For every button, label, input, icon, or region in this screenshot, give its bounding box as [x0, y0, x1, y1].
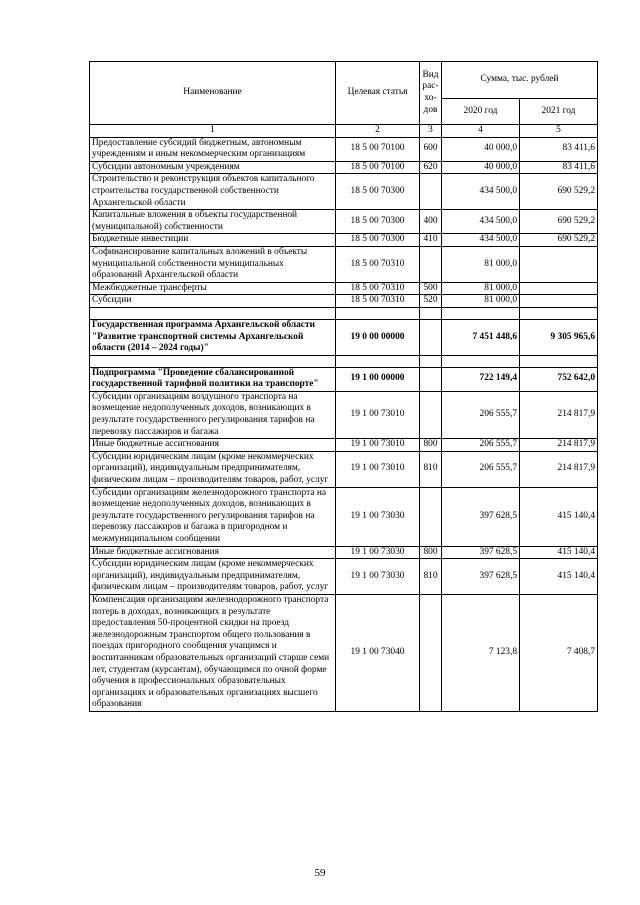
row-name: Иные бюджетные ассигнования [90, 546, 336, 559]
row-name: Подпрограмма "Проведение сбалансированной государственной тарифной политики на транспорте" [90, 367, 336, 391]
expense-type [420, 319, 442, 355]
amount-2021: 690 529,2 [520, 234, 598, 247]
table-row [90, 174, 598, 210]
expense-type: 520 [420, 295, 442, 308]
target-article: 19 1 00 73010 [336, 451, 420, 487]
amount-2021 [520, 295, 598, 308]
table-row [90, 367, 598, 391]
budget-table [89, 61, 598, 712]
table-row [90, 295, 598, 308]
expense-type: 620 [420, 161, 442, 174]
amount-2020: 40 000,0 [442, 161, 520, 174]
amount-2021: 214 817,9 [520, 439, 598, 452]
table-row [90, 282, 598, 295]
amount-2020: 7 123,8 [442, 594, 520, 711]
table-row [90, 246, 598, 282]
amount-2021: 214 817,9 [520, 451, 598, 487]
amount-2020: 40 000,0 [442, 137, 520, 161]
row-name: Иные бюджетные ассигнования [90, 439, 336, 452]
row-name: Капитальные вложения в объекты государственной (муниципальной) собственности [90, 210, 336, 234]
row-name: Предоставление субсидий бюджетным, автономным учреждениям и иным некоммерческим организациям [90, 137, 336, 161]
target-article: 18 5 00 70100 [336, 137, 420, 161]
spacer-row [90, 355, 598, 367]
target-article: 18 5 00 70310 [336, 246, 420, 282]
table-row [90, 137, 598, 161]
column-index-row [90, 125, 598, 138]
amount-2020: 206 555,7 [442, 439, 520, 452]
expense-type: 810 [420, 559, 442, 595]
empty-cell [90, 355, 336, 367]
amount-2021: 83 411,6 [520, 161, 598, 174]
table-row [90, 319, 598, 355]
expense-type: 400 [420, 210, 442, 234]
amount-2021: 752 642,0 [520, 367, 598, 391]
target-article: 19 1 00 73030 [336, 546, 420, 559]
row-name: Бюджетные инвестиции [90, 234, 336, 247]
column-index: 5 [520, 125, 598, 138]
target-article: 18 5 00 70100 [336, 161, 420, 174]
empty-cell [336, 355, 420, 367]
column-index: 4 [442, 125, 520, 138]
header-row [90, 62, 598, 99]
amount-2021: 7 408,7 [520, 594, 598, 711]
amount-2021: 690 529,2 [520, 174, 598, 210]
amount-2021 [520, 246, 598, 282]
expense-type: 600 [420, 137, 442, 161]
table-row [90, 439, 598, 452]
table-row [90, 451, 598, 487]
target-article: 18 5 00 70300 [336, 174, 420, 210]
row-name: Строительство и реконструкция объектов капитального строительства государственной собственности Архангельской области [90, 174, 336, 210]
column-index: 1 [90, 125, 336, 138]
empty-cell [442, 355, 520, 367]
amount-2020: 434 500,0 [442, 234, 520, 247]
amount-2020: 206 555,7 [442, 391, 520, 438]
table-row [90, 487, 598, 546]
expense-type [420, 246, 442, 282]
amount-2020: 81 000,0 [442, 246, 520, 282]
row-name: Софинансирование капитальных вложений в объекты муниципальной собственности муниципальных образований Архангельской области [90, 246, 336, 282]
header-sum: Сумма, тыс. рублей [442, 62, 598, 99]
target-article: 19 0 00 00000 [336, 319, 420, 355]
target-article: 18 5 00 70300 [336, 234, 420, 247]
amount-2020: 397 628,5 [442, 559, 520, 595]
page-number: 59 [314, 867, 326, 879]
header-year-2020: 2020 год [442, 99, 520, 125]
expense-type [420, 367, 442, 391]
table-row [90, 391, 598, 438]
header-vid: Вид рас-хо-дов [420, 62, 442, 125]
expense-type [420, 174, 442, 210]
target-article: 18 5 00 70300 [336, 210, 420, 234]
amount-2021: 415 140,4 [520, 559, 598, 595]
amount-2020: 722 149,4 [442, 367, 520, 391]
empty-cell [420, 307, 442, 319]
amount-2020: 7 451 448,6 [442, 319, 520, 355]
target-article: 19 1 00 00000 [336, 367, 420, 391]
amount-2021: 214 817,9 [520, 391, 598, 438]
expense-type: 800 [420, 546, 442, 559]
expense-type [420, 594, 442, 711]
row-name: Межбюджетные трансферты [90, 282, 336, 295]
header-target: Целевая статья [336, 62, 420, 125]
column-index: 3 [420, 125, 442, 138]
row-name: Субсидии организациям воздушного транспорта на возмещение недополученных доходов, возникающих в результате государственного регулирования тарифов на перевозку пассажиров и багажа [90, 391, 336, 438]
table-row [90, 559, 598, 595]
expense-type: 410 [420, 234, 442, 247]
target-article: 18 5 00 70310 [336, 282, 420, 295]
amount-2021: 690 529,2 [520, 210, 598, 234]
amount-2020: 434 500,0 [442, 210, 520, 234]
empty-cell [420, 355, 442, 367]
row-name: Субсидии [90, 295, 336, 308]
empty-cell [90, 307, 336, 319]
header-name: Наименование [90, 62, 336, 125]
target-article: 19 1 00 73030 [336, 559, 420, 595]
target-article: 19 1 00 73030 [336, 487, 420, 546]
amount-2020: 397 628,5 [442, 546, 520, 559]
amount-2021: 415 140,4 [520, 546, 598, 559]
row-name: Компенсация организациям железнодорожного транспорта потерь в доходах, возникающих в результате предоставления 50-процентной скидки на проезд железнодорожным транспортом общего пользования в поездах пригородного сообщения учащимся и воспитанникам образовательных организаций старше семи лет, студентам (курсантам), обучающимся по очной форме обучения в профессиональных образовательных организациях и образовательных организациях высшего образования [90, 594, 336, 711]
amount-2020: 81 000,0 [442, 295, 520, 308]
empty-cell [520, 355, 598, 367]
expense-type [420, 391, 442, 438]
table-row [90, 210, 598, 234]
spacer-row [90, 307, 598, 319]
expense-type: 800 [420, 439, 442, 452]
amount-2021: 415 140,4 [520, 487, 598, 546]
target-article: 18 5 00 70310 [336, 295, 420, 308]
amount-2020: 434 500,0 [442, 174, 520, 210]
expense-type: 810 [420, 451, 442, 487]
expense-type: 500 [420, 282, 442, 295]
amount-2020: 206 555,7 [442, 451, 520, 487]
amount-2021: 9 305 965,6 [520, 319, 598, 355]
amount-2021: 83 411,6 [520, 137, 598, 161]
expense-type [420, 487, 442, 546]
table-row [90, 161, 598, 174]
amount-2021 [520, 282, 598, 295]
row-name: Субсидии юридическим лицам (кроме некоммерческих организаций), индивидуальным предпринимателям, физическим лицам – производителям товаров, работ, услуг [90, 559, 336, 595]
table-row [90, 546, 598, 559]
row-name: Субсидии организациям железнодорожного транспорта на возмещение недополученных доходов, возникающих в результате государственного регулирования тарифов на перевозку пассажиров и багажа в пригородном и межмуниципальном сообщении [90, 487, 336, 546]
empty-cell [442, 307, 520, 319]
row-name: Субсидии автономным учреждениям [90, 161, 336, 174]
table-row [90, 234, 598, 247]
empty-cell [520, 307, 598, 319]
table-row [90, 594, 598, 711]
row-name: Субсидии юридическим лицам (кроме некоммерческих организаций), индивидуальным предпринимателям, физическим лицам – производителям товаров, работ, услуг [90, 451, 336, 487]
target-article: 19 1 00 73010 [336, 439, 420, 452]
target-article: 19 1 00 73040 [336, 594, 420, 711]
amount-2020: 397 628,5 [442, 487, 520, 546]
column-index: 2 [336, 125, 420, 138]
amount-2020: 81 000,0 [442, 282, 520, 295]
header-year-2021: 2021 год [520, 99, 598, 125]
empty-cell [336, 307, 420, 319]
row-name: Государственная программа Архангельской области "Развитие транспортной системы Архангельской области (2014 – 2024 годы)" [90, 319, 336, 355]
target-article: 19 1 00 73010 [336, 391, 420, 438]
